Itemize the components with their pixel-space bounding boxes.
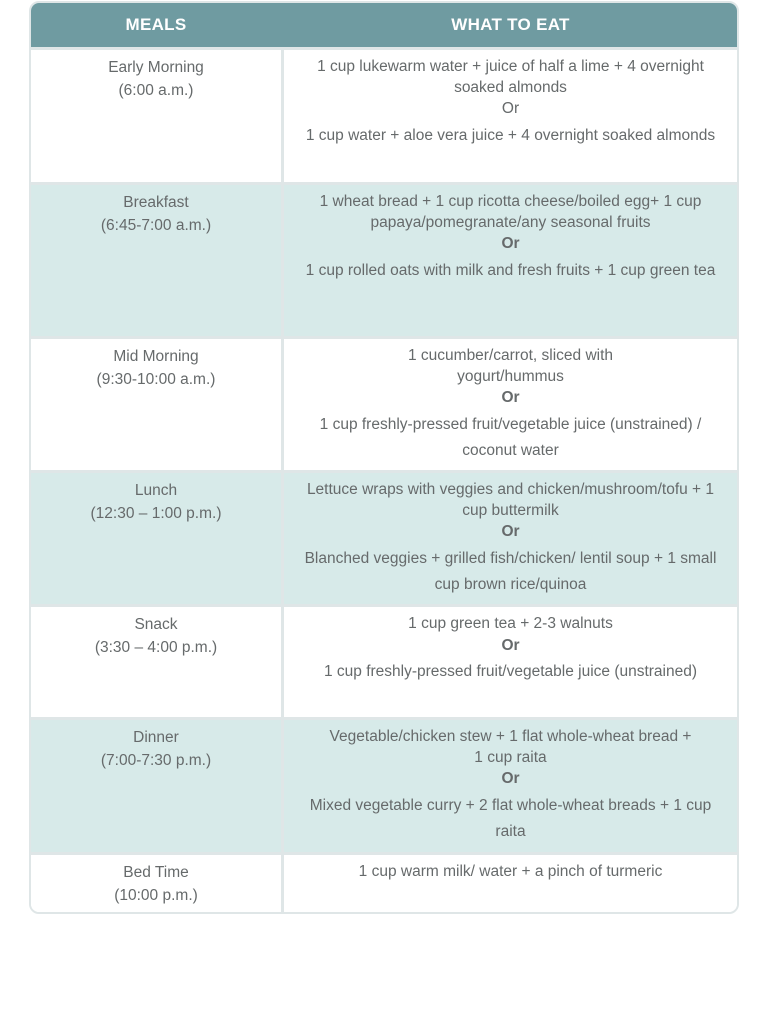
meal-cell (31, 607, 284, 717)
meal-time: (3:30 – 4:00 p.m.) (94, 639, 218, 656)
meal-name: Bed Time (123, 864, 189, 881)
food-option-2: 1 cup rolled oats with milk and fresh fruits + 1 cup green tea (305, 261, 716, 279)
food-cell (284, 185, 737, 336)
food-cell (284, 855, 737, 912)
meal-cell (31, 185, 284, 336)
food-option-2: 1 cup freshly-pressed fruit/vegetable juice (unstrained) (323, 663, 698, 680)
food-option-2: Blanched veggies + grilled fish/chicken/ lentil soup + 1 small cup brown rice/quinoa (304, 549, 717, 593)
food-option-1: Lettuce wraps with veggies and chicken/mushroom/tofu + 1 cup buttermilk (306, 481, 715, 519)
food-option-1: 1 cup lukewarm water + juice of half a lime + 4 overnight soaked almonds (317, 58, 704, 96)
or-separator: Or (501, 770, 520, 787)
table-row (31, 852, 737, 912)
meal-cell (31, 855, 284, 912)
food-option-1: Vegetable/chicken stew + 1 flat whole-wheat bread + 1 cup raita (329, 728, 692, 766)
or-separator: Or (501, 389, 520, 406)
or-separator: Or (501, 235, 520, 252)
table-row (31, 47, 737, 182)
food-cell (284, 50, 737, 182)
food-cell (284, 607, 737, 717)
meal-time: (12:30 – 1:00 p.m.) (90, 505, 222, 522)
meal-name: Breakfast (123, 194, 189, 211)
food-option-2: 1 cup freshly-pressed fruit/vegetable juice (unstrained) / coconut water (319, 415, 702, 459)
table-row (31, 717, 737, 852)
food-cell (284, 473, 737, 604)
table-row (31, 604, 737, 717)
meal-name: Mid Morning (113, 348, 199, 365)
table-header (31, 3, 737, 47)
meal-name: Snack (134, 616, 178, 633)
meal-time: (9:30-10:00 a.m.) (96, 371, 216, 388)
meal-cell (31, 50, 284, 182)
header-what-to-eat: WHAT TO EAT (451, 15, 570, 34)
table-row (31, 336, 737, 470)
food-option-2: 1 cup water + aloe vera juice + 4 overnight soaked almonds (305, 126, 716, 144)
or-separator: Or (501, 636, 520, 654)
food-option-2: Mixed vegetable curry + 2 flat whole-wheat breads + 1 cup raita (309, 796, 712, 840)
meal-cell (31, 339, 284, 470)
table-row (31, 182, 737, 336)
food-option-1: 1 cup warm milk/ water + a pinch of turmeric (358, 863, 663, 880)
food-cell (284, 720, 737, 852)
food-option-1: 1 wheat bread + 1 cup ricotta cheese/boiled egg+ 1 cup papaya/pomegranate/any seasonal fruits (319, 193, 702, 231)
diet-table (29, 1, 739, 914)
meal-time: (6:45-7:00 a.m.) (100, 217, 212, 234)
header-meals: MEALS (31, 3, 284, 47)
food-cell (284, 339, 737, 470)
meal-name: Early Morning (108, 59, 204, 76)
meal-time: (6:00 a.m.) (118, 82, 194, 99)
meal-name: Lunch (134, 482, 178, 499)
or-separator: Or (501, 523, 520, 540)
meal-cell (31, 720, 284, 852)
meal-time: (10:00 p.m.) (114, 887, 198, 904)
meal-cell (31, 473, 284, 604)
food-option-1: 1 cup green tea + 2-3 walnuts (408, 615, 613, 632)
meal-name: Dinner (133, 729, 179, 746)
food-option-1: 1 cucumber/carrot, sliced with yogurt/hummus (407, 347, 614, 385)
table-row (31, 470, 737, 604)
or-separator: Or (501, 100, 520, 117)
meal-time: (7:00-7:30 p.m.) (100, 752, 212, 769)
